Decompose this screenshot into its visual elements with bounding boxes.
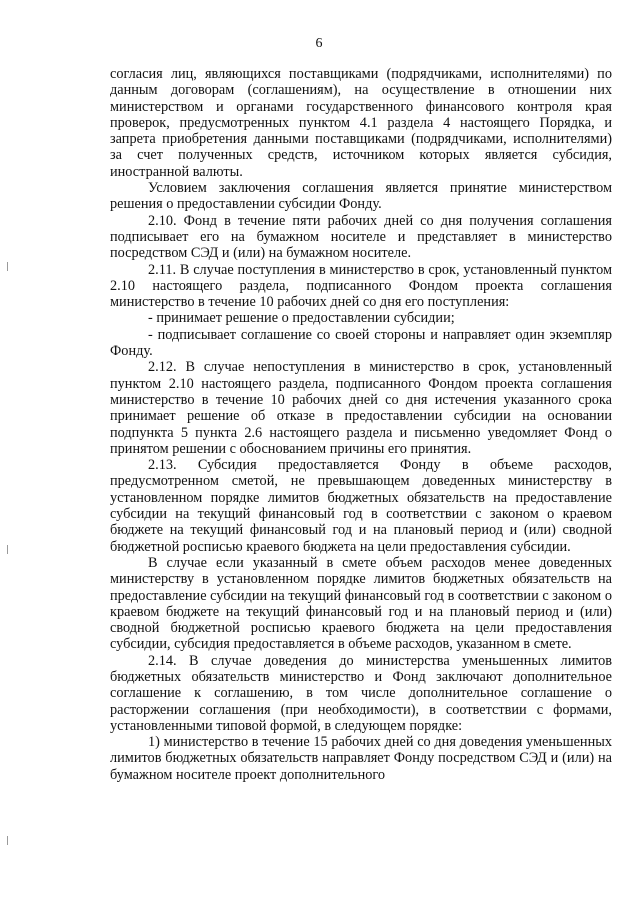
paragraph-estimate-case: В случае если указанный в смете объем расходов менее доведенных министерству в установленном порядке лимитов бюджетных обязательств на предоставление субсидии на текущий финансовый год в соответствии с законом о краевом бюджете на текущий финансовый год и на плановый период и (или) сводной бюджетной росписью краевого бюджета на цели предоставления субсидии, субсидия предоставляется в объеме расходов, указанном в смете. — [110, 554, 612, 653]
paragraph-2-14-item-1: 1) министерство в течение 15 рабочих дней со дня доведения уменьшенных лимитов бюджетных обязательств направляет Фонду посредством СЭД и (или) на бумажном носителе проект дополнительного — [110, 734, 612, 783]
list-item-sign: - подписывает соглашение со своей стороны и направляет один экземпляр Фонду. — [110, 326, 612, 360]
paragraph-2-10: 2.10. Фонд в течение пяти рабочих дней со дня получения соглашения подписывает его на бумажном носителе и представляет в министерство посредством СЭД и (или) на бумажном носителе. — [110, 212, 612, 262]
margin-mark — [7, 836, 8, 845]
list-item-decision: - принимает решение о предоставлении субсидии; — [148, 310, 455, 327]
paragraph-agreement-condition: Условием заключения соглашения является принятие министерством решения о предоставлении субсидии Фонду. — [110, 180, 612, 213]
paragraph-consent-continuation: согласия лиц, являющихся поставщиками (подрядчиками, исполнителями) по данным договорам (соглашениям), на осуществление в отношении них министерством и органами государственного финансового контроля края проверок, предусмотренных пунктом 4.1 раздела 4 настоящего Порядка, и запрета приобретения данными поставщиками (подрядчиками, исполнителями) за счет полученных средств, источником которых является субсидия, иностранной валюты. — [110, 66, 612, 180]
paragraph-2-12: 2.12. В случае непоступления в министерство в срок, установленный пунктом 2.10 настоящего раздела, подписанного Фондом проекта соглашения министерство в течение 10 рабочих дней со дня истечения указанного срока принимает решение об отказе в предоставлении субсидии на основании подпункта 5 пункта 2.6 настоящего раздела и письменно уведомляет Фонд о принятом решении с обоснованием причины его принятия. — [110, 359, 612, 457]
paragraph-2-13: 2.13. Субсидия предоставляется Фонду в объеме расходов, предусмотренном сметой, не превышающем доведенных министерству в установленном порядке лимитов бюджетных обязательств на предоставление субсидии на текущий финансовый год в соответствии с законом о краевом бюджете на текущий финансовый год и на плановый период и (или) сводной бюджетной росписью краевого бюджета на цели предоставления субсидии. — [110, 457, 612, 555]
paragraph-2-14: 2.14. В случае доведения до министерства уменьшенных лимитов бюджетных обязательств министерство и Фонд заключают дополнительное соглашение к соглашению, в том числе дополнительное соглашение о расторжении соглашения (при необходимости), в соответствии с формами, установленными типовой формой, в следующем порядке: — [110, 652, 612, 734]
paragraph-2-11: 2.11. В случае поступления в министерство в срок, установленный пунктом 2.10 настоящего раздела, подписанного Фондом проекта соглашения министерство в течение 10 рабочих дней со дня его поступления: — [110, 261, 612, 311]
document-body — [110, 66, 612, 783]
margin-mark — [7, 262, 8, 271]
page-number: 6 — [315, 36, 323, 51]
margin-mark — [7, 545, 8, 554]
